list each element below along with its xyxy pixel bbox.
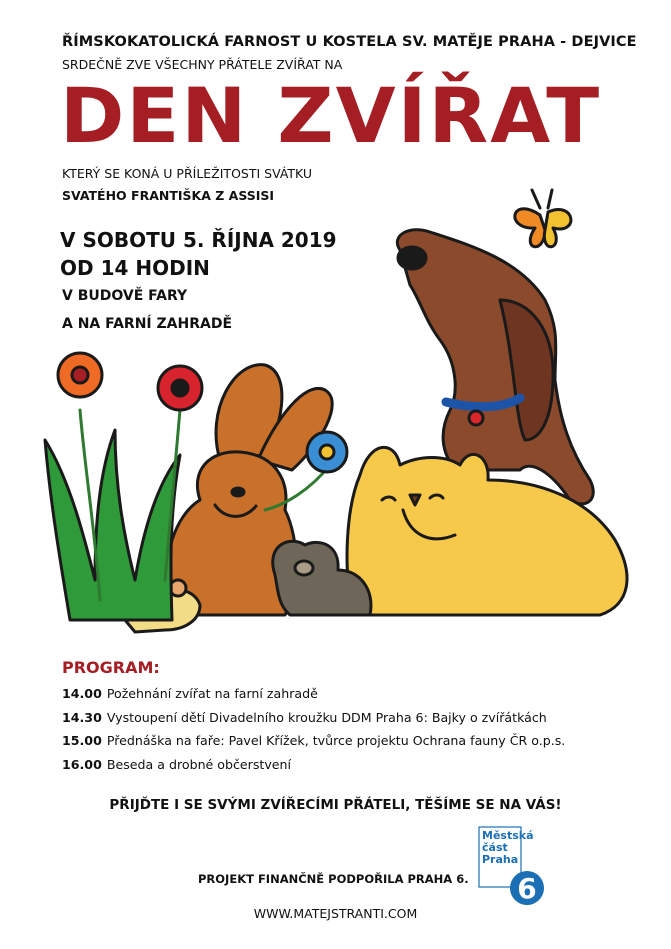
website-link[interactable]: WWW.MATEJSTRANTI.COM <box>253 906 418 921</box>
program-item <box>62 753 662 777</box>
program-text: Přednáška na faře: Pavel Křížek, tvůrce projektu Ochrana fauny ČR o.p.s. <box>106 733 566 748</box>
program-text: Vystoupení dětí Divadelního kroužku DDM Praha 6: Bajky o zvířátkách <box>106 709 547 725</box>
logo-line-3: Praha <box>482 853 519 866</box>
event-date: V SOBOTU 5. ŘÍJNA 2019 <box>60 228 337 252</box>
occasion-line-2: SVATÉHO FRANTIŠKA Z ASSISI <box>62 188 275 203</box>
program-time: 15.00 <box>62 733 102 748</box>
program-text: Beseda a drobné občerstvení <box>106 756 292 772</box>
program-time: 16.00 <box>62 756 102 772</box>
program-heading: PROGRAM: <box>62 658 160 677</box>
event-place-2: A NA FARNÍ ZAHRADĚ <box>62 316 233 332</box>
event-title: DEN ZVÍŘAT <box>60 71 602 160</box>
butterfly <box>515 190 571 247</box>
program-item <box>62 682 662 706</box>
grass <box>45 430 180 620</box>
event-time: OD 14 HODIN <box>60 256 210 280</box>
occasion-line-1: KTERÝ SE KONÁ U PŘÍLEŽITOSTI SVÁTKU <box>62 166 313 181</box>
program-time: 14.30 <box>62 709 102 725</box>
praha6-logo <box>478 826 544 906</box>
program-item <box>62 706 662 730</box>
organizer-line: ŘÍMSKOKATOLICKÁ FARNOST U KOSTELA SV. MATĚJE PRAHA - DEJVICE <box>62 34 637 50</box>
program-text: Požehnání zvířat na farní zahradě <box>106 686 318 701</box>
program-item <box>62 729 662 753</box>
invitation-call: PŘIJĎTE I SE SVÝMI ZVÍŘECÍMI PŘÁTELI, TĚŠÍME SE NA VÁS! <box>109 797 562 813</box>
logo-number: 6 <box>517 872 537 905</box>
event-place-1: V BUDOVĚ FARY <box>62 288 188 304</box>
logo-line-1: Městská <box>482 829 534 842</box>
invite-line: SRDEČNĚ ZVE VŠECHNY PŘÁTELE ZVÍŘAT NA <box>62 57 343 72</box>
program-list <box>62 682 662 776</box>
logo-line-2: část <box>482 841 508 854</box>
support-note: PROJEKT FINANČNĚ PODPOŘILA PRAHA 6. <box>198 872 469 886</box>
animals-illustration <box>0 170 671 650</box>
program-time: 14.00 <box>62 686 102 701</box>
